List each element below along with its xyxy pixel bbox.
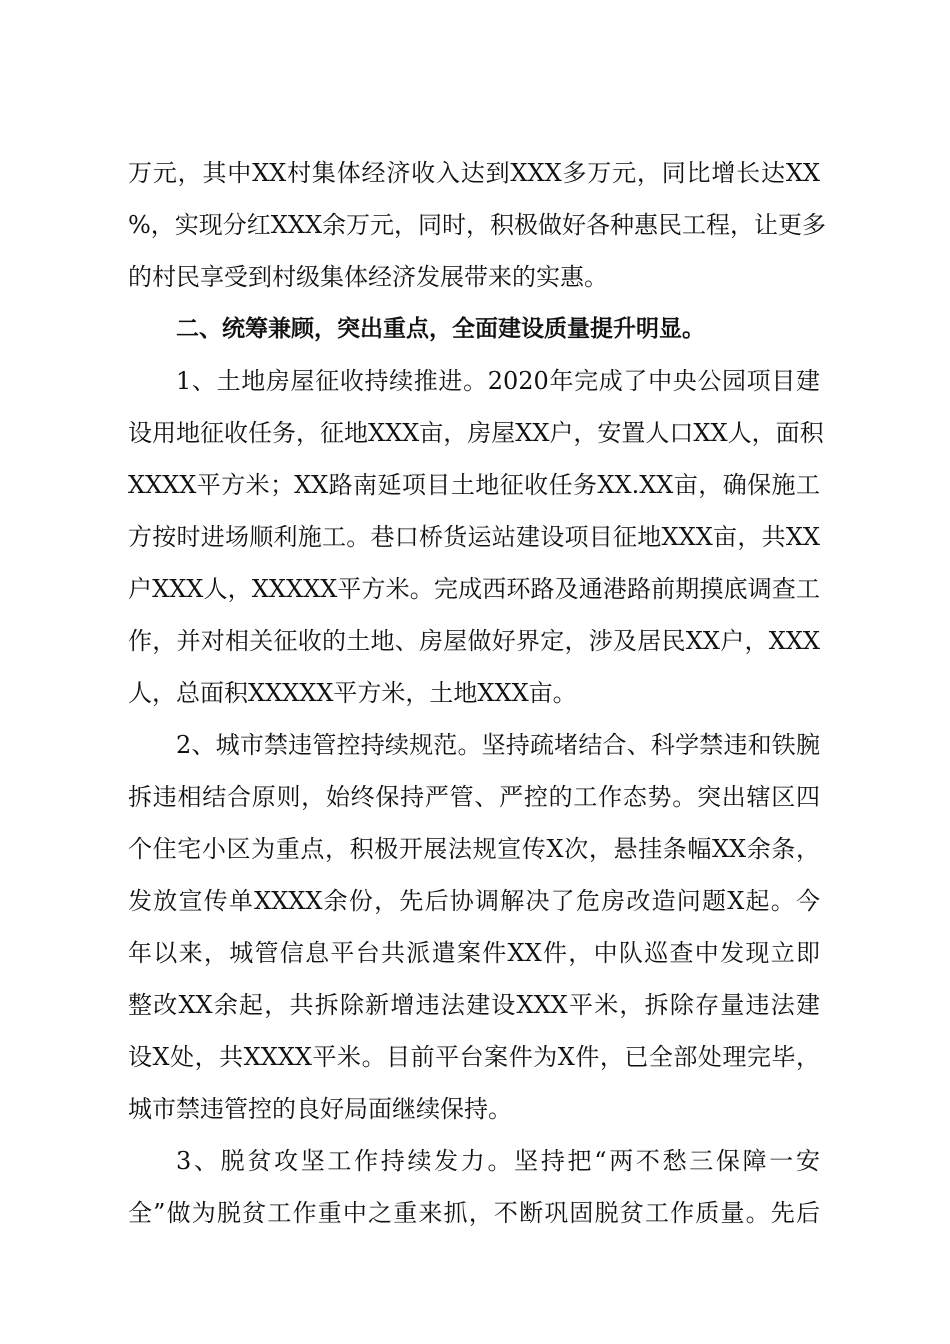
- text-line: 设X处，共XXXX平米。目前平台案件为X件，已全部处理完毕，: [128, 1043, 820, 1071]
- text-line: XXXX平方米；XX路南延项目土地征收任务XX.XX亩，确保施工: [128, 471, 820, 499]
- text-line: 万元，其中XX村集体经济收入达到XXX多万元，同比增长达XX: [128, 159, 820, 187]
- text-line: 设用地征收任务，征地XXX亩，房屋XX户，安置人口XX人，面积: [128, 419, 824, 447]
- text-line: 3、脱贫攻坚工作持续发力。坚持把“两不愁三保障一安: [176, 1147, 820, 1175]
- text-line: 作，并对相关征收的土地、房屋做好界定，涉及居民XX户，XXX: [128, 627, 820, 655]
- text-line: 整改XX余起，共拆除新增违法建设XXX平米，拆除存量违法建: [128, 991, 820, 1019]
- text-line: 城市禁违管控的良好局面继续保持。: [128, 1095, 512, 1123]
- text-line: 个住宅小区为重点，积极开展法规宣传X次，悬挂条幅XX余条，: [128, 835, 820, 863]
- text-line: 年以来，城管信息平台共派遣案件XX件，中队巡查中发现立即: [128, 939, 820, 967]
- text-line: 户XXX人，XXXXX平方米。完成西环路及通港路前期摸底调查工: [128, 575, 820, 603]
- text-line: 2、城市禁违管控持续规范。坚持疏堵结合、科学禁违和铁腕: [176, 731, 820, 759]
- text-line: 发放宣传单XXXX余份，先后协调解决了危房改造问题X起。今: [128, 887, 820, 915]
- text-line: 的村民享受到村级集体经济发展带来的实惠。: [128, 263, 608, 291]
- text-line: 拆违相结合原则，始终保持严管、严控的工作态势。突出辖区四: [128, 783, 820, 811]
- text-line: 方按时进场顺利施工。巷口桥货运站建设项目征地XXX亩，共XX: [128, 523, 820, 551]
- section-heading: 二、统筹兼顾，突出重点，全面建设质量提升明显。: [176, 316, 705, 342]
- text-line: 人，总面积XXXXX平方米，土地XXX亩。: [128, 679, 577, 707]
- text-line: 1、土地房屋征收持续推进。2020年完成了中央公园项目建: [176, 367, 820, 395]
- text-line: %，实现分红XXX余万元，同时，积极做好各种惠民工程，让更多: [128, 211, 827, 239]
- text-line: 全”做为脱贫工作重中之重来抓，不断巩固脱贫工作质量。先后: [128, 1199, 820, 1227]
